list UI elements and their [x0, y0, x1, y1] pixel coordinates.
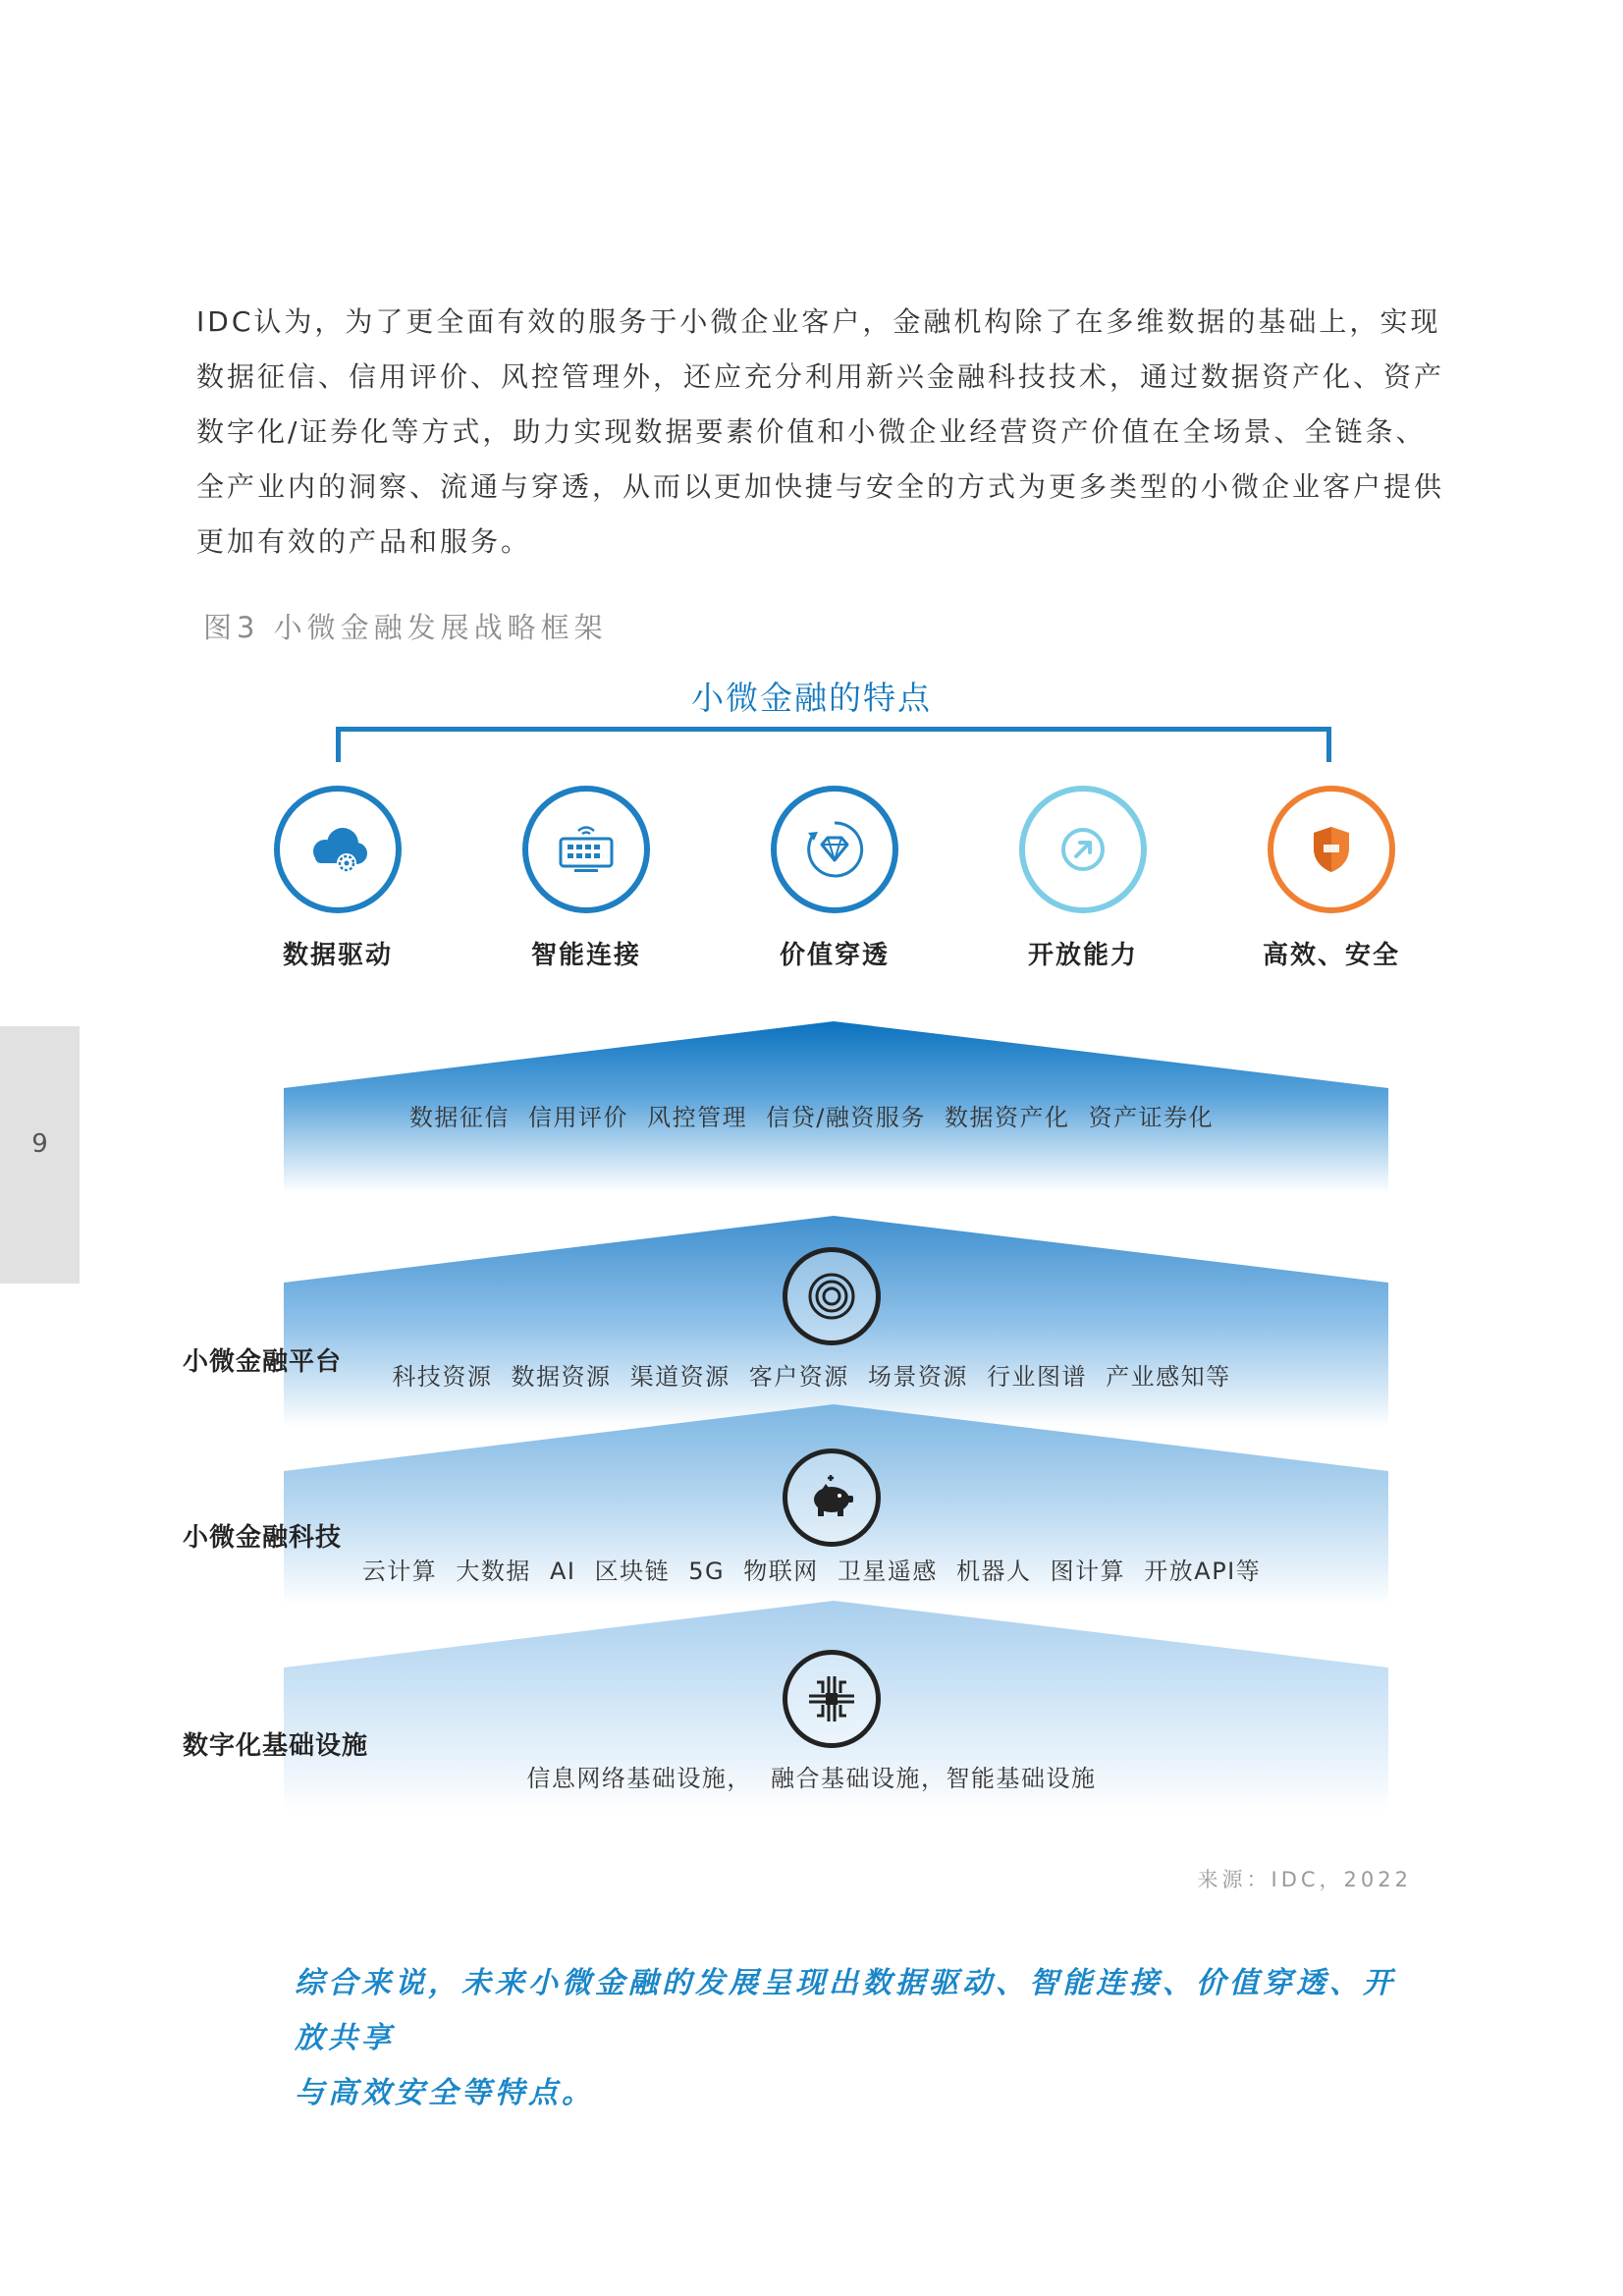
- feature-circle: [771, 786, 898, 913]
- feature-circle: [1268, 786, 1395, 913]
- conclusion-line: 综合来说，未来小微金融的发展呈现出数据驱动、智能连接、价值穿透、开放共享: [295, 1966, 1396, 2055]
- feature-open-capability: [985, 786, 1181, 971]
- feature-smart-connection: [488, 786, 684, 971]
- feature-data-driven: [240, 786, 436, 971]
- open-arrow-icon: [1058, 825, 1108, 874]
- feature-value-penetration: [736, 786, 933, 971]
- feature-label: 高效、安全: [1262, 941, 1400, 970]
- features-bracket: [336, 727, 1331, 762]
- intro-line: IDC认为，为了更全面有效的服务于小微企业客户，金融机构除了在多维数据的基础上，实现: [196, 305, 1441, 338]
- layer-platform-text: 科技资源 数据资源 渠道资源 客户资源 场景资源 行业图谱 产业感知等: [392, 1363, 1231, 1391]
- feature-circle: [274, 786, 402, 913]
- keyboard-icon: [555, 823, 618, 876]
- figure-caption: 图3 小微金融发展战略框架: [203, 611, 608, 644]
- cloud-gear-icon: [303, 820, 372, 879]
- feature-efficient-secure: [1233, 786, 1430, 971]
- page-number: 9: [31, 1129, 48, 1159]
- features-title: 小微金融的特点: [691, 679, 932, 717]
- side-label-tech: 小微金融科技: [183, 1523, 343, 1553]
- feature-label: 价值穿透: [779, 941, 890, 970]
- layer-infra-text: 信息网络基础设施， 融合基础设施，智能基础设施: [526, 1765, 1097, 1792]
- circuit-chip-icon: [783, 1650, 881, 1748]
- figure-source: 来源：IDC，2022: [1197, 1868, 1412, 1891]
- intro-line: 全产业内的洞察、流通与穿透，从而以更加快捷与安全的方式为更多类型的小微企业客户提供: [196, 470, 1445, 503]
- feature-circle: [1019, 786, 1147, 913]
- intro-line: 数据征信、信用评价、风控管理外，还应充分利用新兴金融科技技术，通过数据资产化、资产: [196, 360, 1445, 393]
- coin-icon: [783, 1247, 881, 1345]
- side-label-infra: 数字化基础设施: [183, 1731, 369, 1761]
- conclusion-line: 与高效安全等特点。: [295, 2076, 595, 2110]
- feature-label: 开放能力: [1027, 941, 1138, 970]
- intro-line: 更加有效的产品和服务。: [196, 525, 532, 558]
- feature-label: 数据驱动: [282, 941, 393, 970]
- diamond-icon: [802, 817, 867, 882]
- shield-icon: [1308, 823, 1355, 876]
- feature-circle: [522, 786, 650, 913]
- feature-label: 智能连接: [530, 941, 641, 970]
- layer-tech-text: 云计算 大数据 AI 区块链 5G 物联网 卫星遥感 机器人 图计算 开放API等: [361, 1558, 1262, 1585]
- conclusion-paragraph: [295, 1956, 1424, 2121]
- side-label-platform: 小微金融平台: [183, 1347, 343, 1377]
- intro-line: 数字化/证券化等方式，助力实现数据要素价值和小微企业经营资产价值在全场景、全链条、: [196, 415, 1427, 448]
- intro-paragraph: [196, 295, 1453, 570]
- layer-top-text: 数据征信 信用评价 风控管理 信贷/融资服务 数据资产化 资产证券化: [408, 1104, 1215, 1131]
- piggy-bank-icon: [783, 1449, 881, 1547]
